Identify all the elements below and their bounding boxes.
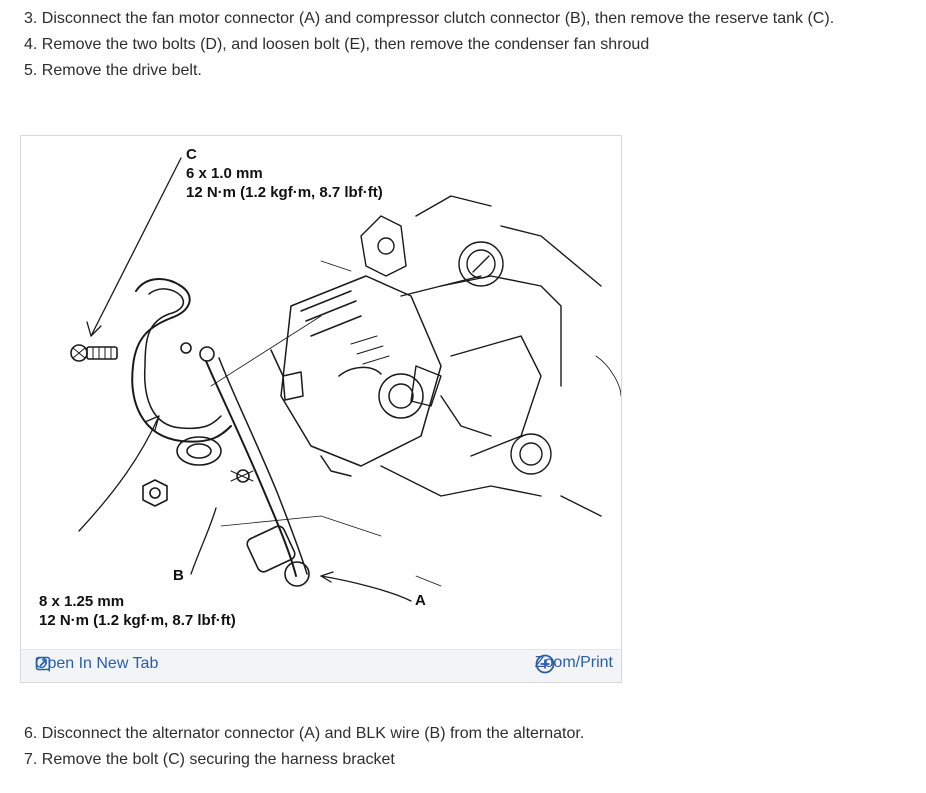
engine-bracket xyxy=(361,196,601,516)
nut-b-shape xyxy=(143,480,167,506)
zoom-print-label: Zoom/Print xyxy=(534,654,613,671)
figure-footer xyxy=(21,649,621,682)
step-4: 4. Remove the two bolts (D), and loosen bolt (E), then remove the condenser fan shroud xyxy=(24,36,650,53)
label-b: B xyxy=(173,567,184,584)
step-5: 5. Remove the drive belt. xyxy=(24,62,202,79)
label-c-torque: 12 N·m (1.2 kgf·m, 8.7 lbf·ft) xyxy=(186,184,383,201)
open-in-new-tab-label: Open In New Tab xyxy=(35,655,159,672)
zoom-print-link[interactable] xyxy=(535,654,613,672)
open-in-new-tab-link[interactable] xyxy=(35,655,158,673)
diagram-figure xyxy=(20,135,622,683)
instruction-steps-bottom xyxy=(24,721,584,773)
plus-circle-icon xyxy=(535,654,555,674)
label-c-size: 6 x 1.0 mm xyxy=(186,165,263,182)
step-3: 3. Disconnect the fan motor connector (A) and compressor clutch connector (B), then remove the reserve tank (C). xyxy=(24,10,835,27)
alternator-body xyxy=(271,276,441,476)
step-7: 7. Remove the bolt (C) securing the harness bracket xyxy=(24,751,395,768)
label-a: A xyxy=(415,592,426,609)
label-b-size: 8 x 1.25 mm xyxy=(39,593,125,610)
open-new-tab-icon xyxy=(35,655,51,671)
label-c: C xyxy=(186,146,197,163)
label-b-torque: 12 N·m (1.2 kgf·m, 8.7 lbf·ft) xyxy=(39,612,236,629)
bolt-c-shape xyxy=(71,345,117,361)
alternator-diagram xyxy=(21,136,621,649)
step-6: 6. Disconnect the alternator connector (A) and BLK wire (B) from the alternator. xyxy=(24,725,585,742)
instruction-steps-top xyxy=(24,6,834,84)
